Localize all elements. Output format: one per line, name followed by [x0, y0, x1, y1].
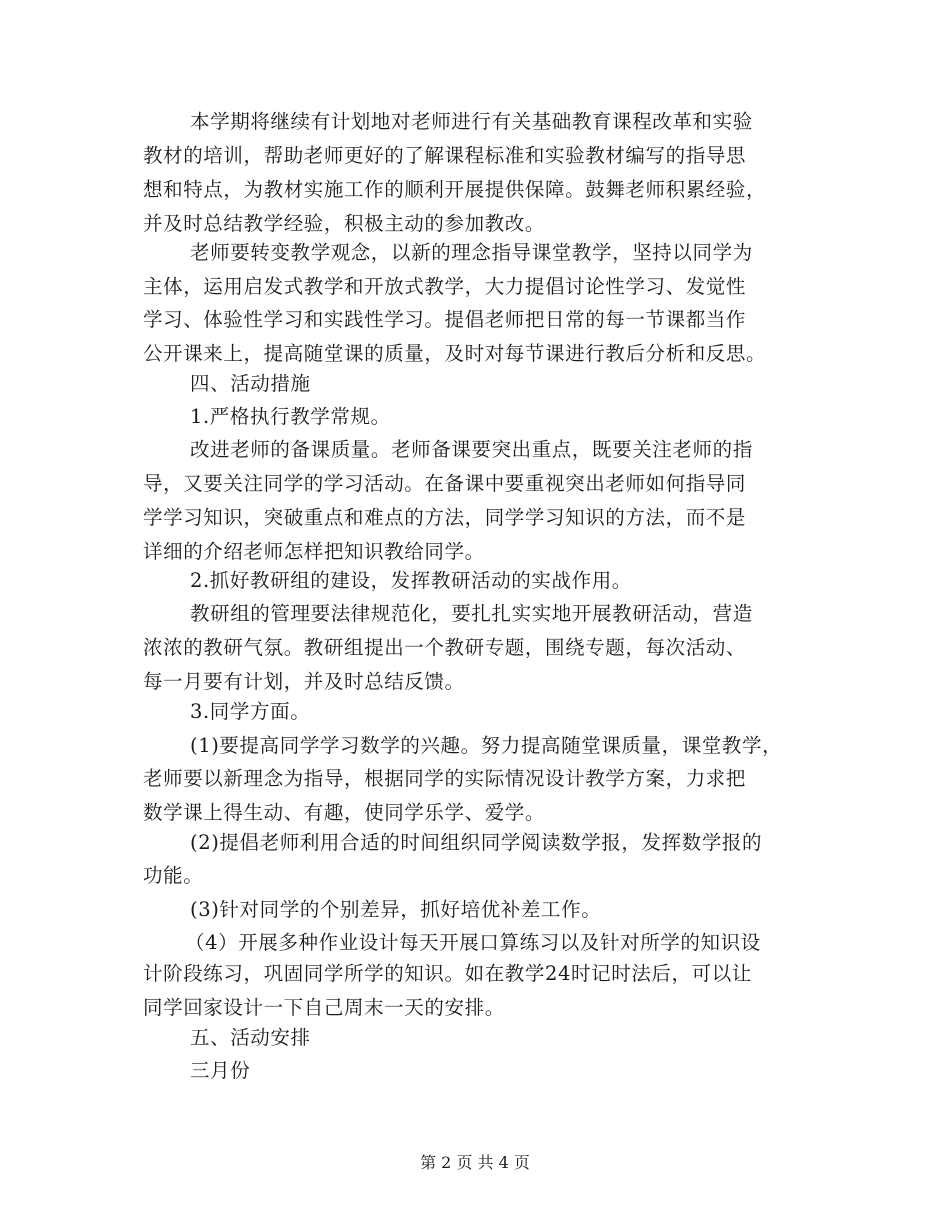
- body-line: (3)针对同学的个别差异，抓好培优补差工作。: [190, 898, 602, 921]
- page-number-footer: 第 2 页 共 4 页: [420, 1153, 530, 1172]
- body-line: 详细的介绍老师怎样把知识教给同学。: [143, 540, 485, 563]
- body-line: 计阶段练习，巩固同学所学的知识。如在教学24时记时法后，可以让: [143, 962, 752, 985]
- body-line: 并及时总结教学经验，积极主动的参加教改。: [143, 212, 546, 235]
- body-line: 老师要转变教学观念，以新的理念指导课堂教学，坚持以同学为: [190, 241, 753, 264]
- subsection-heading: 三月份: [190, 1059, 251, 1082]
- body-line: 教研组的管理要法律规范化，要扎扎实实地开展教研活动，营造: [190, 602, 753, 625]
- body-line: 老师要以新理念为指导，根据同学的实际情况设计教学方案，力求把: [143, 767, 747, 790]
- body-line: 公开课来上，提高随堂课的质量，及时对每节课进行教后分析和反思。: [143, 342, 767, 365]
- body-line: 本学期将继续有计划地对老师进行有关基础教育课程改革和实验: [190, 110, 753, 133]
- body-line: 学学习知识，突破重点和难点的方法，同学学习知识的方法，而不是: [143, 506, 747, 529]
- body-line: 浓浓的教研气氛。教研组提出一个教研专题，围绕专题，每次活动、: [143, 636, 747, 659]
- body-line: 数学课上得生动、有趣，使同学乐学、爱学。: [143, 801, 546, 824]
- body-line: (2)提倡老师利用合适的时间组织同学阅读数学报，发挥数学报的: [190, 831, 763, 854]
- body-line: 导，又要关注同学的学习活动。在备课中要重视突出老师如何指导同: [143, 472, 747, 495]
- subsection-heading: 1.严格执行教学常规。: [190, 405, 391, 428]
- body-line: 想和特点，为教材实施工作的顺利开展提供保障。鼓舞老师积累经验，: [143, 178, 767, 201]
- body-line: (1)要提高同学学习数学的兴趣。努力提高随堂课质量，课堂教学，: [190, 734, 783, 757]
- subsection-heading: 2.抓好教研组的建设，发挥教研活动的实战作用。: [190, 569, 632, 592]
- body-line: 功能。: [143, 864, 204, 887]
- body-line: 改进老师的备课质量。老师备课要突出重点，既要关注老师的指: [190, 438, 753, 461]
- body-line: 教材的培训，帮助老师更好的了解课程标准和实验教材编写的指导思: [143, 144, 747, 167]
- body-line: 主体，运用启发式教学和开放式教学，大力提倡讨论性学习、发觉性: [143, 275, 747, 298]
- body-line: 每一月要有计划，并及时总结反馈。: [143, 670, 465, 693]
- section-heading: 五、活动安排: [190, 1026, 311, 1049]
- body-line: 同学回家设计一下自己周末一天的安排。: [143, 996, 505, 1019]
- section-heading: 四、活动措施: [190, 372, 311, 395]
- body-line: 学习、体验性学习和实践性学习。提倡老师把日常的每一节课都当作: [143, 308, 747, 331]
- subsection-heading: 3.同学方面。: [190, 700, 311, 723]
- body-line: （4）开展多种作业设计每天开展口算练习以及针对所学的知识设: [185, 931, 761, 954]
